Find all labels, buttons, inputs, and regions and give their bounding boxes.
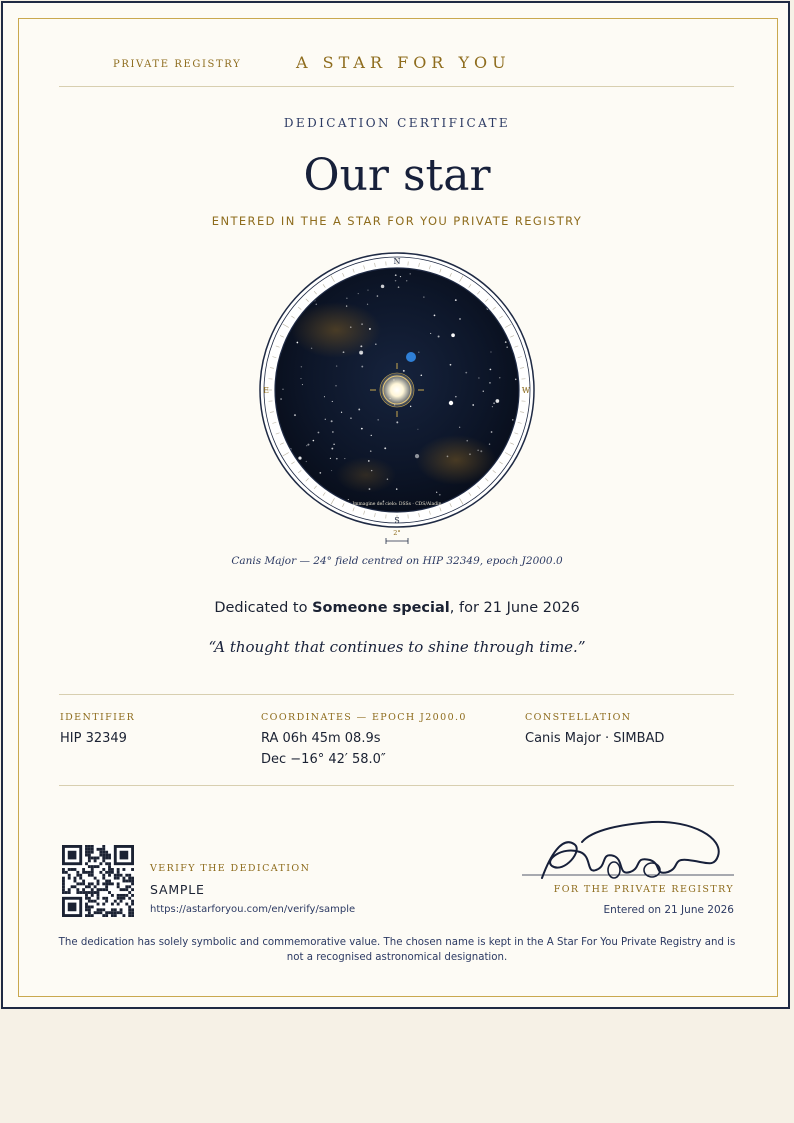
verify-label: VERIFY THE DEDICATION [150,863,311,874]
star-chart [256,250,538,550]
dedication-line [0,600,794,616]
qr-code[interactable] [62,845,134,917]
disclaimer: The dedication has solely symbolic and commemorative value. The chosen name is kept in the A Star For You Private Registry and is not a recognised astronomical designation. [58,937,736,963]
verify-url[interactable]: https://astarforyou.com/en/verify/sample [150,904,356,915]
details-top-divider [59,694,734,695]
declination: Dec −16° 42′ 58.0″ [261,752,386,767]
identifier-label: IDENTIFIER [60,712,136,723]
constellation-value: Canis Major · SIMBAD [525,731,665,746]
dedication-quote: “A thought that continues to shine through time.” [208,638,586,656]
coordinates-label: COORDINATES — EPOCH J2000.0 [261,712,467,723]
header-divider [59,86,734,87]
right-ascension: RA 06h 45m 08.9s [261,731,381,746]
compass-w: W [521,386,531,395]
private-registry-label: PRIVATE REGISTRY [113,59,242,70]
scale-bar [386,538,408,544]
certificate-subtitle: ENTERED IN THE A STAR FOR YOU PRIVATE REGISTRY [211,214,583,228]
dedication-suffix: , for 21 June 2026 [449,600,580,616]
entered-date: Entered on 21 June 2026 [603,904,734,916]
brand-name: A STAR FOR YOU [296,53,511,72]
dedicatee-name: Someone special [312,600,450,616]
certificate-kicker: DEDICATION CERTIFICATE [283,116,511,130]
identifier-value: HIP 32349 [60,731,127,746]
constellation-label: CONSTELLATION [525,712,632,723]
compass-n: N [393,257,401,266]
image-credit: Immagine del cielo: DSSs · CDS/Aladin [352,502,442,507]
verify-code: SAMPLE [150,882,205,897]
signature-label: FOR THE PRIVATE REGISTRY [553,884,734,895]
scale-label: 2° [393,529,401,537]
signature [522,816,736,886]
details-bottom-divider [59,785,734,786]
dedication-prefix: Dedicated to [214,600,313,616]
chart-caption: Canis Major — 24° field centred on HIP 32349, epoch J2000.0 [231,555,563,567]
compass-e: E [263,386,269,395]
map-marker [406,352,416,362]
certificate-title: Our star [303,150,491,201]
compass-s: S [394,516,400,525]
target-star [379,372,415,408]
